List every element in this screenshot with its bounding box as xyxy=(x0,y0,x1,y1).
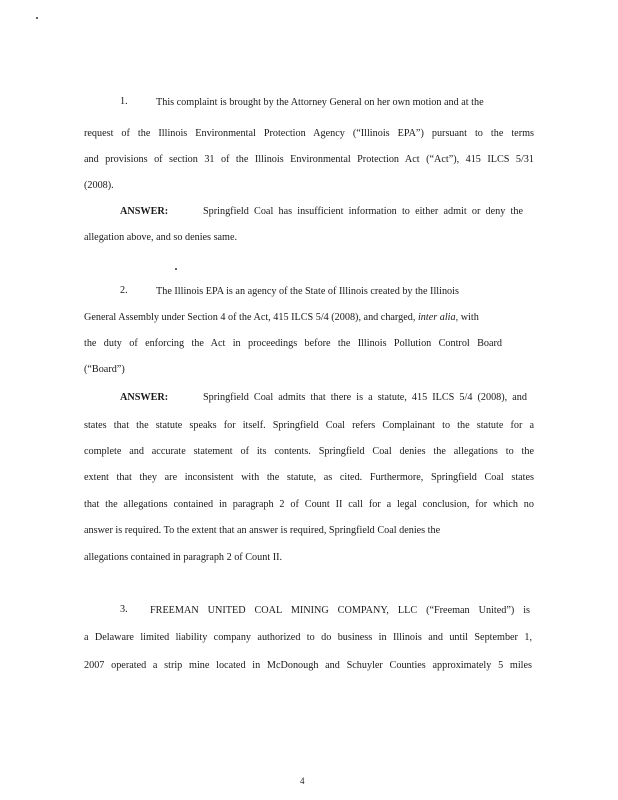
paragraph-2-line-2-text: General Assembly under Section 4 of the Act, 415 ILCS 5/4 (2008), and charged, xyxy=(84,312,416,323)
paragraph-2-answer-label: ANSWER: xyxy=(120,392,169,403)
paragraph-1-number: 1. xyxy=(120,96,128,107)
paragraph-2-answer-line-7: allegations contained in paragraph 2 of Count II. xyxy=(84,552,283,563)
paragraph-1-line-4: (2008). xyxy=(84,180,114,191)
paragraph-2-answer-line-1: Springfield Coal admits that there is a statute, 415 ILCS 5/4 (2008), and xyxy=(203,392,527,403)
paragraph-1-line-3: and provisions of section 31 of the Illinois Environmental Protection Act (“Act”), 415 ILCS 5/31 xyxy=(84,154,534,165)
scan-speck xyxy=(36,17,38,19)
paragraph-2-answer-line-4: extent that they are inconsistent with the statute, as cited. Furthermore, Springfield Coal states xyxy=(84,472,534,483)
paragraph-3-line-1: FREEMAN UNITED COAL MINING COMPANY, LLC (“Freeman United”) is xyxy=(150,605,530,616)
paragraph-2-line-2-end: with xyxy=(460,312,479,323)
scan-speck xyxy=(175,268,177,270)
paragraph-3-number: 3. xyxy=(120,604,128,615)
paragraph-3-line-2: a Delaware limited liability company authorized to do business in Illinois and until September 1, xyxy=(84,632,532,643)
paragraph-2-answer-line-6: answer is required. To the extent that an answer is required, Springfield Coal denies the xyxy=(84,525,441,536)
paragraph-2-number: 2. xyxy=(120,285,128,296)
paragraph-2-line-4: (“Board”) xyxy=(84,364,125,375)
paragraph-3-line-3: 2007 operated a strip mine located in McDonough and Schuyler Counties approximately 5 miles xyxy=(84,660,532,671)
page-number: 4 xyxy=(300,776,305,786)
paragraph-1-line-2: request of the Illinois Environmental Protection Agency (“Illinois EPA”) pursuant to the terms xyxy=(84,128,534,139)
paragraph-2-line-3: the duty of enforcing the Act in proceedings before the Illinois Pollution Control Board xyxy=(84,338,502,349)
paragraph-2-inter-alia: inter alia, xyxy=(417,312,459,323)
paragraph-2-answer-line-5: that the allegations contained in paragraph 2 of Count II call for a legal conclusion, for which no xyxy=(84,499,534,510)
paragraph-2-line-2 xyxy=(84,311,534,324)
paragraph-2-answer-line-3: complete and accurate statement of its contents. Springfield Coal denies the allegations to the xyxy=(84,446,534,457)
paragraph-1-answer-line-2: allegation above, and so denies same. xyxy=(84,232,238,243)
paragraph-2-answer-line-2: states that the statute speaks for itself. Springfield Coal refers Complainant to the statute for a xyxy=(84,420,534,431)
paragraph-1-answer-label: ANSWER: xyxy=(120,206,169,217)
paragraph-1-line-1: This complaint is brought by the Attorney General on her own motion and at the xyxy=(156,97,484,108)
paragraph-2-line-1: The Illinois EPA is an agency of the State of Illinois created by the Illinois xyxy=(156,286,459,297)
paragraph-1-answer-line-1: Springfield Coal has insufficient information to either admit or deny the xyxy=(203,206,523,217)
